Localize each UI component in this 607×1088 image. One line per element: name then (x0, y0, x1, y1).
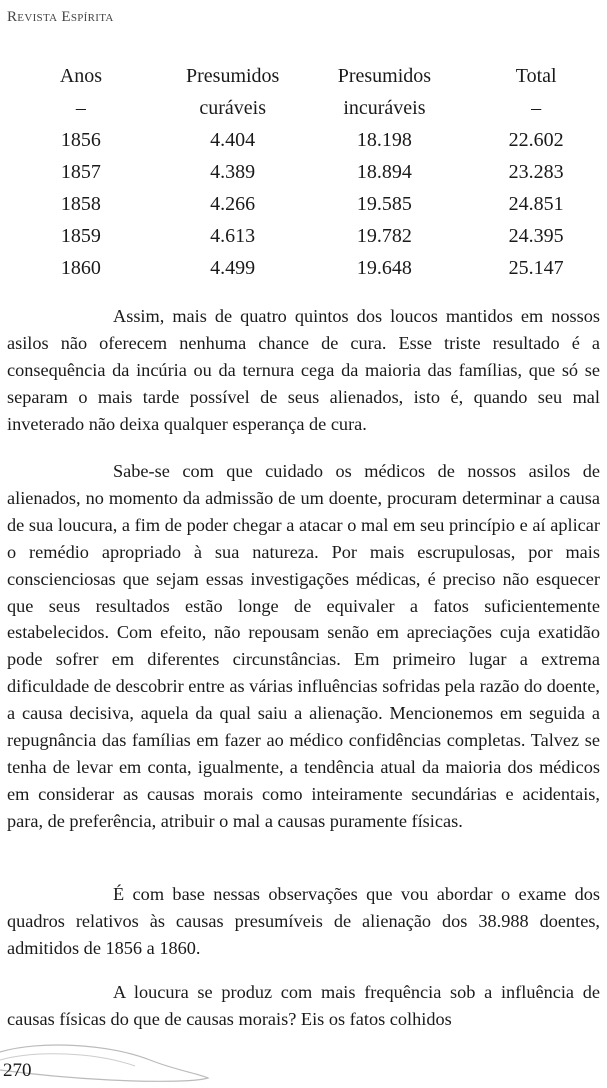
header-cell: Anos (59, 64, 103, 87)
header-cell: incuráveis (343, 96, 426, 119)
header-cell: Presumidos (186, 64, 280, 87)
table-cell: 18.198 (356, 128, 412, 151)
table-cell: 4.499 (210, 256, 256, 279)
table-cell: 4.613 (210, 224, 256, 247)
table-cell: 4.266 (210, 192, 256, 215)
header-cell: Total (515, 64, 557, 87)
table-cell: 23.283 (508, 160, 564, 183)
table-cell: 4.389 (210, 160, 256, 183)
swirl-ornament-icon (0, 1030, 220, 1088)
header-cell: curáveis (199, 96, 266, 119)
table-cell: 1858 (60, 192, 101, 215)
running-head: Revista Espírita (7, 9, 114, 25)
table-cell: 1856 (60, 128, 101, 151)
table-row (0, 124, 607, 156)
table-row (0, 188, 607, 220)
header-cell: Presumidos (337, 64, 432, 87)
table-cell: 24.851 (508, 192, 564, 215)
table-row (0, 252, 607, 284)
header-cell: – (75, 96, 86, 119)
body-paragraph: Assim, mais de quatro quintos dos loucos mantidos em nossos asilos não oferecem nenhuma chance de cura. Esse triste resultado é a consequência da incúria ou da ternura cega da maioria das famílias, que só se separam o mais tarde possível de seus alienados, isto é, quando seu mal inveterado não deixa qualquer esperança de cura. (7, 306, 600, 434)
table-header-row (0, 60, 607, 92)
page-number: 270 (3, 1060, 32, 1081)
table-cell: 1859 (60, 224, 101, 247)
table-header-row (0, 92, 607, 124)
table-row (0, 220, 607, 252)
table-cell: 4.404 (210, 128, 256, 151)
body-paragraph: É com base nessas observações que vou abordar o exame dos quadros relativos às causas presumíveis de alienação dos 38.988 doentes, admitidos de 1856 a 1860. (7, 884, 600, 958)
body-paragraph: A loucura se produz com mais frequência sob a influência de causas físicas do que de causas morais? Eis os fatos colhidos (7, 982, 600, 1029)
table-cell: 19.648 (356, 256, 412, 279)
table-cell: 22.602 (508, 128, 564, 151)
table-cell: 25.147 (508, 256, 564, 279)
header-cell: – (531, 96, 542, 119)
body-paragraph: Sabe-se com que cuidado os médicos de nossos asilos de alienados, no momento da admissão de um doente, procuram determinar a causa de sua loucura, a fim de poder chegar a atacar o mal em seu princípio e aí aplicar o remédio apropriado à sua natureza. Por mais escrupulosas, por mais conscienciosas que sejam essas investigações médicas, é preciso não esquecer que seus resultados estão longe de equivaler a fatos suficientemente estabelecidos. Com efeito, não repousam senão em apreciações cuja exatidão pode sofrer em diferentes circunstâncias. Em primeiro lugar a extrema dificuldade de descobrir entre as várias influências sofridas pela razão do doente, a causa decisiva, aquela da qual saiu a alienação. Mencionemos em seguida a repugnância das famílias em fazer ao médico confidências completas. Talvez se tenha de levar em conta, igualmente, a tendência atual da maioria dos médicos em considerar as causas morais como inteiramente secundárias e acidentais, para, de preferência, atribuir o mal a causas puramente físicas. (7, 461, 600, 831)
table-cell: 19.585 (356, 192, 412, 215)
table-cell: 1860 (60, 256, 101, 279)
statistics-table (0, 60, 607, 284)
table-row (0, 156, 607, 188)
table-cell: 18.894 (356, 160, 412, 183)
table-cell: 19.782 (356, 224, 412, 247)
table-cell: 24.395 (508, 224, 564, 247)
table-cell: 1857 (60, 160, 101, 183)
